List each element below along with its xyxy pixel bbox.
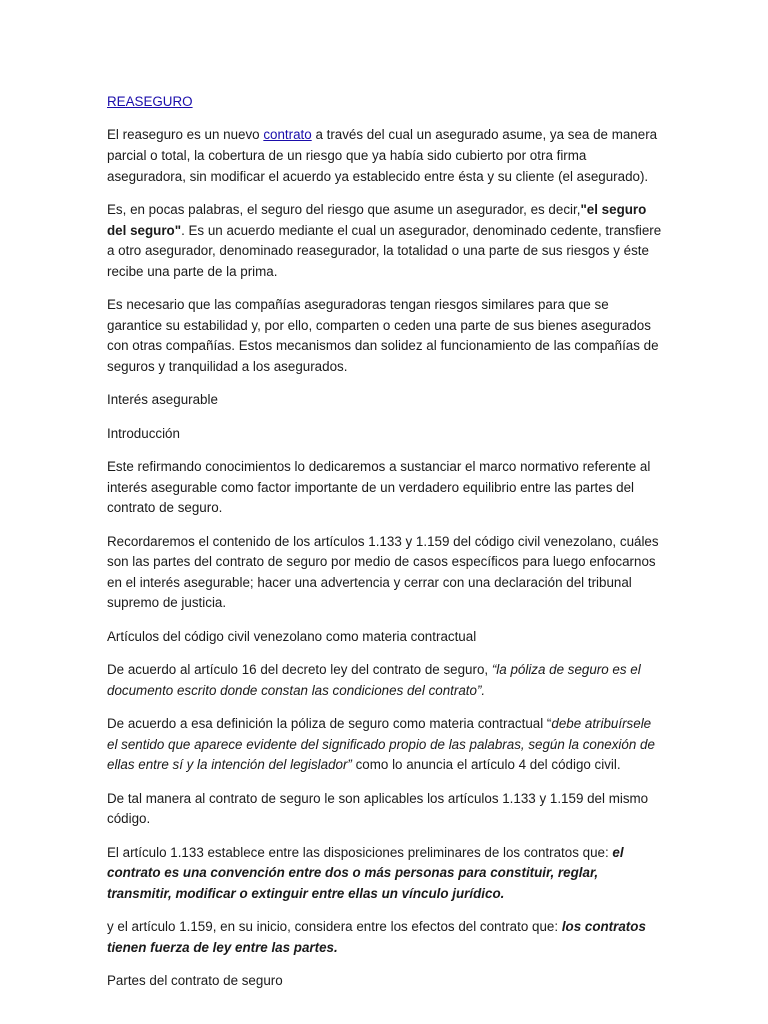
paragraph-text: El reaseguro es un nuevo — [107, 127, 264, 143]
paragraph-text: y el artículo 1.159, en su inicio, considera entre los efectos del contrato que: — [107, 919, 562, 935]
paragraph-seguro-del-seguro — [107, 200, 663, 282]
italic-quote: debe atribuírsele el sentido que aparece evidente del significado propio de las palabras, según la conexión de ellas entre sí y la intención del legislador” — [107, 716, 655, 773]
document-page — [107, 92, 663, 1005]
bold-phrase: "el seguro del seguro" — [107, 201, 647, 238]
paragraph-text: a través del cual un asegurado asume, ya sea de manera parcial o total, la cobertura de un riesgo que ya había sido cubierto por otra firma aseguradora, sin modificar el acuerdo ya establecido entre ésta y su cliente (el asegurado). — [107, 127, 658, 184]
paragraph-text: como lo anuncia el artículo 4 del código civil. — [351, 757, 621, 773]
italic-quote: “la póliza de seguro es el documento escrito donde constan las condiciones del contrato”. — [107, 662, 641, 698]
bold-italic-quote: el contrato es una convención entre dos o más personas para constituir, reglar, transmitir, modificar o extinguir entre ellas un vínculo jurídico. — [107, 844, 624, 901]
paragraph-text: . Es un acuerdo mediante el cual un asegurador, denominado cedente, transfiere a otro asegurador, denominado reasegurador, la totalidad o una parte de sus riesgos y éste recibe una parte de la prima. — [107, 222, 662, 279]
paragraph-articulo-16 — [107, 660, 663, 701]
paragraph-refirmando: Este refirmando conocimientos lo dedicaremos a sustanciar el marco normativo referente al interés asegurable como factor importante de un verdadero equilibrio entre las partes del contrato de seguro. — [107, 459, 651, 516]
paragraph-articulo-1133 — [107, 843, 663, 905]
paragraph-articulo-1159 — [107, 917, 663, 958]
paragraph-poliza-definicion — [107, 714, 663, 776]
heading-partes-contrato: Partes del contrato de seguro — [107, 973, 283, 989]
paragraph-text: El artículo 1.133 establece entre las disposiciones preliminares de los contratos que: — [107, 844, 613, 860]
heading-interes-asegurable: Interés asegurable — [107, 392, 218, 408]
paragraph-companias: Es necesario que las compañías aseguradoras tengan riesgos similares para que se garantice su estabilidad y, por ello, comparten o ceden una parte de sus bienes asegurados con otras compañías. Estos mecanismos dan solidez al funcionamiento de las compañías de seguros y tranquilidad a los asegurados. — [107, 297, 659, 374]
bold-italic-quote: los contratos tienen fuerza de ley entre las partes. — [107, 919, 646, 955]
paragraph-reaseguro-definition — [107, 125, 663, 187]
document-title — [107, 92, 663, 113]
paragraph-recordaremos: Recordaremos el contenido de los artículos 1.133 y 1.159 del código civil venezolano, cuáles son las partes del contrato de seguro por medio de casos específicos para luego enfocarnos en el interés asegurable; hacer una advertencia y cerrar con una declaración del tribunal supremo de justicia. — [107, 533, 659, 611]
paragraph-text: De acuerdo a esa definición la póliza de seguro como materia contractual “ — [107, 716, 552, 732]
title-link[interactable]: REASEGURO — [107, 94, 193, 109]
paragraph-text: Es, en pocas palabras, el seguro del riesgo que asume un asegurador, es decir, — [107, 201, 581, 217]
paragraph-aplicables: De tal manera al contrato de seguro le son aplicables los artículos 1.133 y 1.159 del mismo código. — [107, 790, 649, 827]
heading-articulos: Artículos del código civil venezolano como materia contractual — [107, 628, 477, 644]
contrato-link[interactable]: contrato — [263, 127, 312, 143]
paragraph-text: De acuerdo al artículo 16 del decreto ley del contrato de seguro, — [107, 662, 492, 678]
heading-introduccion: Introducción — [107, 425, 180, 441]
